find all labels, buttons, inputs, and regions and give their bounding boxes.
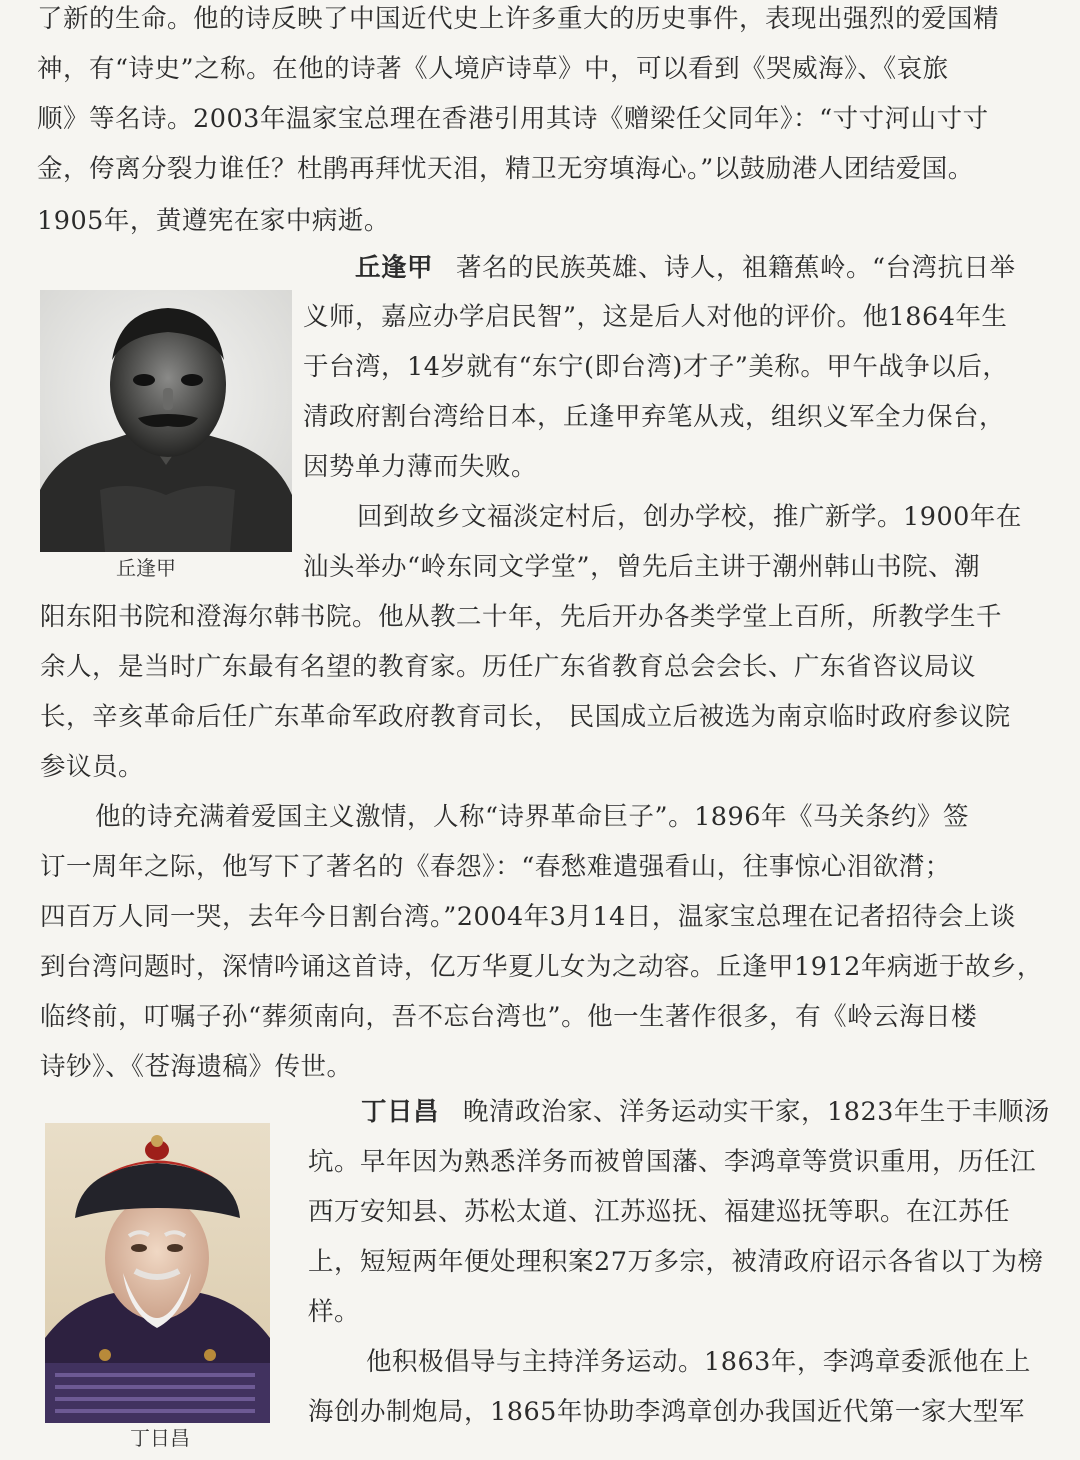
qiu-first-line: 著名的民族英雄、诗人，祖籍蕉岭。“台湾抗日举 [456, 253, 1016, 283]
qiu-para1-line: 于台湾，14岁就有“东宁(即台湾)才子”美称。甲午战争以后， [303, 352, 1009, 382]
qiu-para1-line: 义师，嘉应办学启民智”，这是后人对他的评价。他1864年生 [303, 302, 1008, 332]
qiu-para3-line: 诗钞》、《苍海遗稿》传世。 [40, 1052, 353, 1082]
qiu-para2-line: 阳东阳书院和澄海尔韩书院。他从教二十年，先后开办各类学堂上百所，所教学生千 [40, 602, 1003, 632]
ding-para1-line: 坑。早年因为熟悉洋务而被曾国藩、李鸿章等赏识重用，历任江 [308, 1147, 1037, 1177]
qiu-para1-line: 因势单力薄而失败。 [303, 452, 538, 482]
ding-richang-portrait [45, 1123, 270, 1423]
qiu-para3-line: 到台湾问题时，深情吟诵这首诗，亿万华夏儿女为之动容。丘逢甲1912年病逝于故乡， [40, 952, 1043, 982]
qiu-fengjia-portrait-image [40, 290, 292, 552]
intro-line: 1905年，黄遵宪在家中病逝。 [37, 206, 390, 236]
ding-para1-line: 西万安知县、苏松太道、江苏巡抚、福建巡抚等职。在江苏任 [308, 1197, 1011, 1227]
intro-line: 金，侉离分裂力谁任？杜鹃再拜忧天泪，精卫无穷填海心。”以鼓励港人团结爱国。 [37, 154, 974, 184]
qiu-fengjia-name: 丘逢甲 [355, 253, 434, 283]
qiu-para3-line: 临终前，叮嘱子孙“葬须南向，吾不忘台湾也”。他一生著作很多，有《岭云海日楼 [40, 1002, 978, 1032]
intro-line: 了新的生命。他的诗反映了中国近代史上许多重大的历史事件，表现出强烈的爱国精 [37, 4, 1000, 34]
qiu-para2-line: 汕头举办“岭东同文学堂”，曾先后主讲于潮州韩山书院、潮 [303, 552, 981, 582]
ding-richang-name: 丁日昌 [361, 1097, 440, 1127]
qiu-para2-line: 参议员。 [40, 752, 145, 782]
ding-first-line: 晚清政治家、洋务运动实干家，1823年生于丰顺汤 [463, 1097, 1050, 1127]
ding-para1-line: 样。 [308, 1297, 361, 1327]
qiu-fengjia-portrait [40, 290, 292, 552]
ding-richang-portrait-image [45, 1123, 270, 1423]
qiu-para3-line: 四百万人同一哭，去年今日割台湾。”2004年3月14日，温家宝总理在记者招待会上谈 [40, 902, 1016, 932]
qiu-para2-line: 回到故乡文福淡定村后，创办学校，推广新学。1900年在 [357, 502, 1022, 532]
ding-para2-line: 他积极倡导与主持洋务运动。1863年，李鸿章委派他在上 [366, 1347, 1031, 1377]
qiu-para2-line: 长，辛亥革命后任广东革命军政府教育司长， 民国成立后被选为南京临时政府参议院 [40, 702, 1011, 732]
qiu-para3-line: 他的诗充满着爱国主义激情，人称“诗界革命巨子”。1896年《马关条约》签 [95, 802, 969, 832]
ding-richang-caption: 丁日昌 [130, 1426, 190, 1450]
intro-line: 顺》等名诗。2003年温家宝总理在香港引用其诗《赠梁任父同年》：“寸寸河山寸寸 [37, 104, 989, 134]
intro-line: 神，有“诗史”之称。在他的诗著《人境庐诗草》中，可以看到《哭威海》、《哀旅 [37, 54, 949, 84]
qiu-para1-line: 清政府割台湾给日本，丘逢甲弃笔从戎，组织义军全力保台， [303, 402, 1006, 432]
ding-para1-line: 上，短短两年便处理积案27万多宗，被清政府诏示各省以丁为榜 [308, 1247, 1044, 1277]
qiu-para3-line: 订一周年之际，他写下了著名的《春怨》：“春愁难遣强看山，往事惊心泪欲潸； [40, 852, 951, 882]
qiu-fengjia-caption: 丘逢甲 [116, 556, 176, 580]
ding-para2-line: 海创办制炮局，1865年协助李鸿章创办我国近代第一家大型军 [308, 1397, 1025, 1427]
qiu-para2-line: 余人，是当时广东最有名望的教育家。历任广东省教育总会会长、广东省咨议局议 [40, 652, 977, 682]
